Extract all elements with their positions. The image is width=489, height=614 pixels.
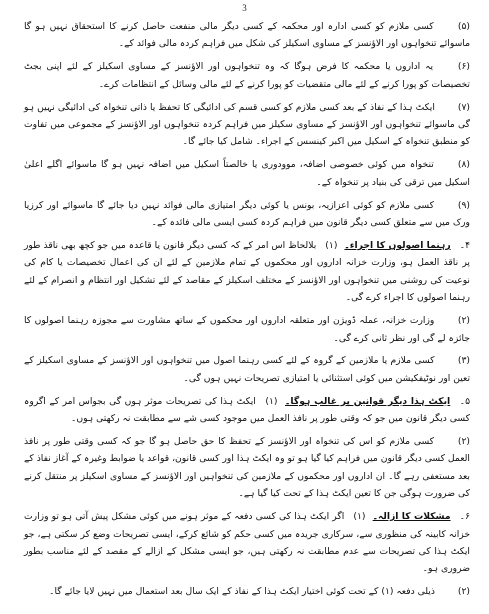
clause-number: (۸): [457, 159, 470, 171]
clause-number: (۲): [457, 315, 470, 327]
section-5-clause-2: [24, 433, 470, 503]
paragraph-text: ایکٹ ہذا کی تصریحات موثر ہوں گی بجواس امر کے اگروہ کسی دیگر قانون میں جو کہ وقتی طور پر نافذ العمل میں موجود کسی شے سے مطابقت نہ رکھتی ہوں۔: [24, 395, 470, 425]
section-number: ۴۔: [459, 239, 471, 251]
paragraph-9: [24, 197, 470, 232]
paragraph-text: ذیلی دفعہ (۱) کے تحت کوئی اختیار ایکٹ ہذا کے نفاذ کے ایک سال بعد استعمال میں نہیں لایا جائے گا۔: [49, 586, 435, 598]
paragraph-text: کسی ملازم کو کسی ادارہ اور محکمہ کے کسی دیگر مالی منفعت حاصل کرنے کا استحقاق نہیں ہو گا ماسوائے تنخواہوں اور الاؤنسز کے مساوی اسکیلز کی شکل میں فراہم کردہ مالی فوائد کے۔: [24, 21, 470, 50]
section-4-clause-3: [24, 352, 470, 387]
section-heading: رہنما اصولوں کا اجراء۔: [344, 239, 451, 251]
paragraph-8: [24, 156, 470, 191]
section-number: ۶۔: [459, 511, 470, 523]
paragraph-text: ایکٹ ہذا کے نفاذ کے بعد کسی ملازم کو کسی قسم کی ادائیگی کا تحفظ یا ذاتی تنخواہ کی ادائیگی نہیں ہو گی ماسوائے تنخواہوں اور الاؤنسز کے مساوی سکیلز میں فراہم کردہ تنخواہوں اور الاؤنسز کے مجموعی میں تفاوت کو منطبق تنخواہ کے اسکیل میں اکبر کینسس کے اجراء۔ شامل کیا جائے گا۔: [24, 101, 470, 148]
section-4-clause-2: [24, 312, 470, 347]
section-5: [24, 393, 470, 428]
paragraph-text: کسی ملازم یا ملازمین کے گروہ کے لئے کسی رہنما اصول میں تنخواہوں اور الاؤنسز کے مساوی اسکیلز کے تعین اور نوٹیفکیشن میں کوئی استثنائی یا امتیازی تصریحات نہیں ہوں گی۔: [24, 355, 470, 384]
paragraph-text: یہ اداروں یا محکمہ کا فرض ہوگا کہ وہ تنخواہوں اور الاؤنسز کے مساوی اسکیلز کے لئے اپنی بجٹ تخصیصات کو پورا کرنے کے لئے مالی متقضیات کو پورا کرنے کے لئے مالی وسائل کے انتظامات کرے۔: [24, 61, 470, 90]
clause-number: (۲): [457, 586, 470, 598]
clause-number: (۷): [457, 101, 471, 113]
section-6: [24, 508, 470, 578]
paragraph-6: [24, 58, 470, 93]
paragraph-text: بلالحاظ اس امر کے کہ کسی دیگر قانون یا قاعدہ میں جو کچھ بھی ناقذ طور پر ناقذ العمل ہو، وزارت خزانہ اداروں اور محکموں کے تمام ملازمین کے لئے ان کی اعمال تخصیصات یا کام کی نوعیت کی روشنی میں تنخواہوں اور الاؤنسز کے مختلف اسکیلز کے مقاصد کے لئے تشکیل اور انتظام و انصرام کے لئے رہنما اصولوں کا اجراء کرے گی۔: [24, 239, 470, 304]
paragraph-7: [24, 99, 470, 151]
paragraph-text: تنخواہ میں کوئی خصوصی اضافہ، موودوری یا خالصتاً اسکیل میں اضافہ نہیں ہو گا ماسوائے اگلے اعلیٰ اسکیل میں ترقی کی بنیاد پر تنخواہ کے۔: [24, 159, 470, 188]
section-heading: ایکٹ ہذا دیگر قوانین پر غالب ہوگا۔: [285, 395, 451, 407]
clause-number: (۲): [457, 436, 470, 448]
section-6-clause-2: [24, 583, 470, 600]
paragraph-text: وزارت خزانہ، عملہ ڈویژن اور متعلقہ اداروں اور محکموں کے ساتھ مشاورت سے مجوزہ رہنما اصولوں کا جائزہ لے گی اور نظر ثانی کرے گی۔: [24, 315, 470, 344]
document-body: [24, 18, 470, 606]
paragraph-text: کسی ملازم کو اس کی تنخواہ اور الاؤنسز کے تحفظ کا حق حاصل ہو گا جو کہ کسی وقتی طور پر نافذ العمل کسی دیگر قانون میں فراہم کیا گیا ہو تو وہ ایکٹ ہذا اور کسی قانون، قواعد یا ضوابط وغیرہ کے آغاز نفاذ کے بعد مستعفی رہے گا۔ ان اداروں اور محکموں کے ملازمین کی تنخواہیں اور الاؤنسز کے مساوی اسکیلز پر منتقل کرنے کی ضرورت ہوگی جن کا تعین ایکٹ ہذا کے تحت کیا گیا ہے۔: [24, 436, 470, 500]
section-4: [24, 237, 470, 307]
page-number: 3: [242, 3, 247, 13]
paragraph-text: اگر ایکٹ ہذا کی کسی دفعہ کے موثر ہونے میں کوئی مشکل پیش آتی ہو تو وزارت خزانہ کابینہ کی منظوری سے، سرکاری جریدہ میں کسی حکم کو شائع کرکے، ایسی تصریحات وضع کر سکتی ہے، جو ایکٹ ہذا کی تصریحات سے عدم مطابقت نہ رکھتی ہیں، جو ایسی مشکل کے ازالے کے مقصد کے لئے مناسب بطور ضروری ہو۔: [24, 511, 470, 575]
clause-number: (۱): [353, 511, 366, 523]
clause-number: (۳): [457, 355, 470, 367]
paragraph-text: کسی ملازم کو کوئی اعزازیہ، بونس یا کوئی دیگر امتیازی مالی فوائد نہیں دیا جائے گا ماسوائے اور کرزیا ورک میں سے متعلق کسی دیگر قانون میں فراہم کردہ کسی ایسی مالی فائدہ کے۔: [24, 199, 470, 229]
clause-number: (۹): [457, 199, 470, 211]
clause-number: (۱): [265, 395, 278, 407]
clause-number: (۵): [457, 21, 471, 32]
clause-number: (۱): [325, 239, 338, 251]
clause-number: (۶): [457, 61, 471, 73]
section-number: ۵۔: [459, 395, 471, 407]
section-heading: مشکلات کا ازالہ۔: [372, 511, 451, 523]
paragraph-5: [24, 18, 470, 53]
